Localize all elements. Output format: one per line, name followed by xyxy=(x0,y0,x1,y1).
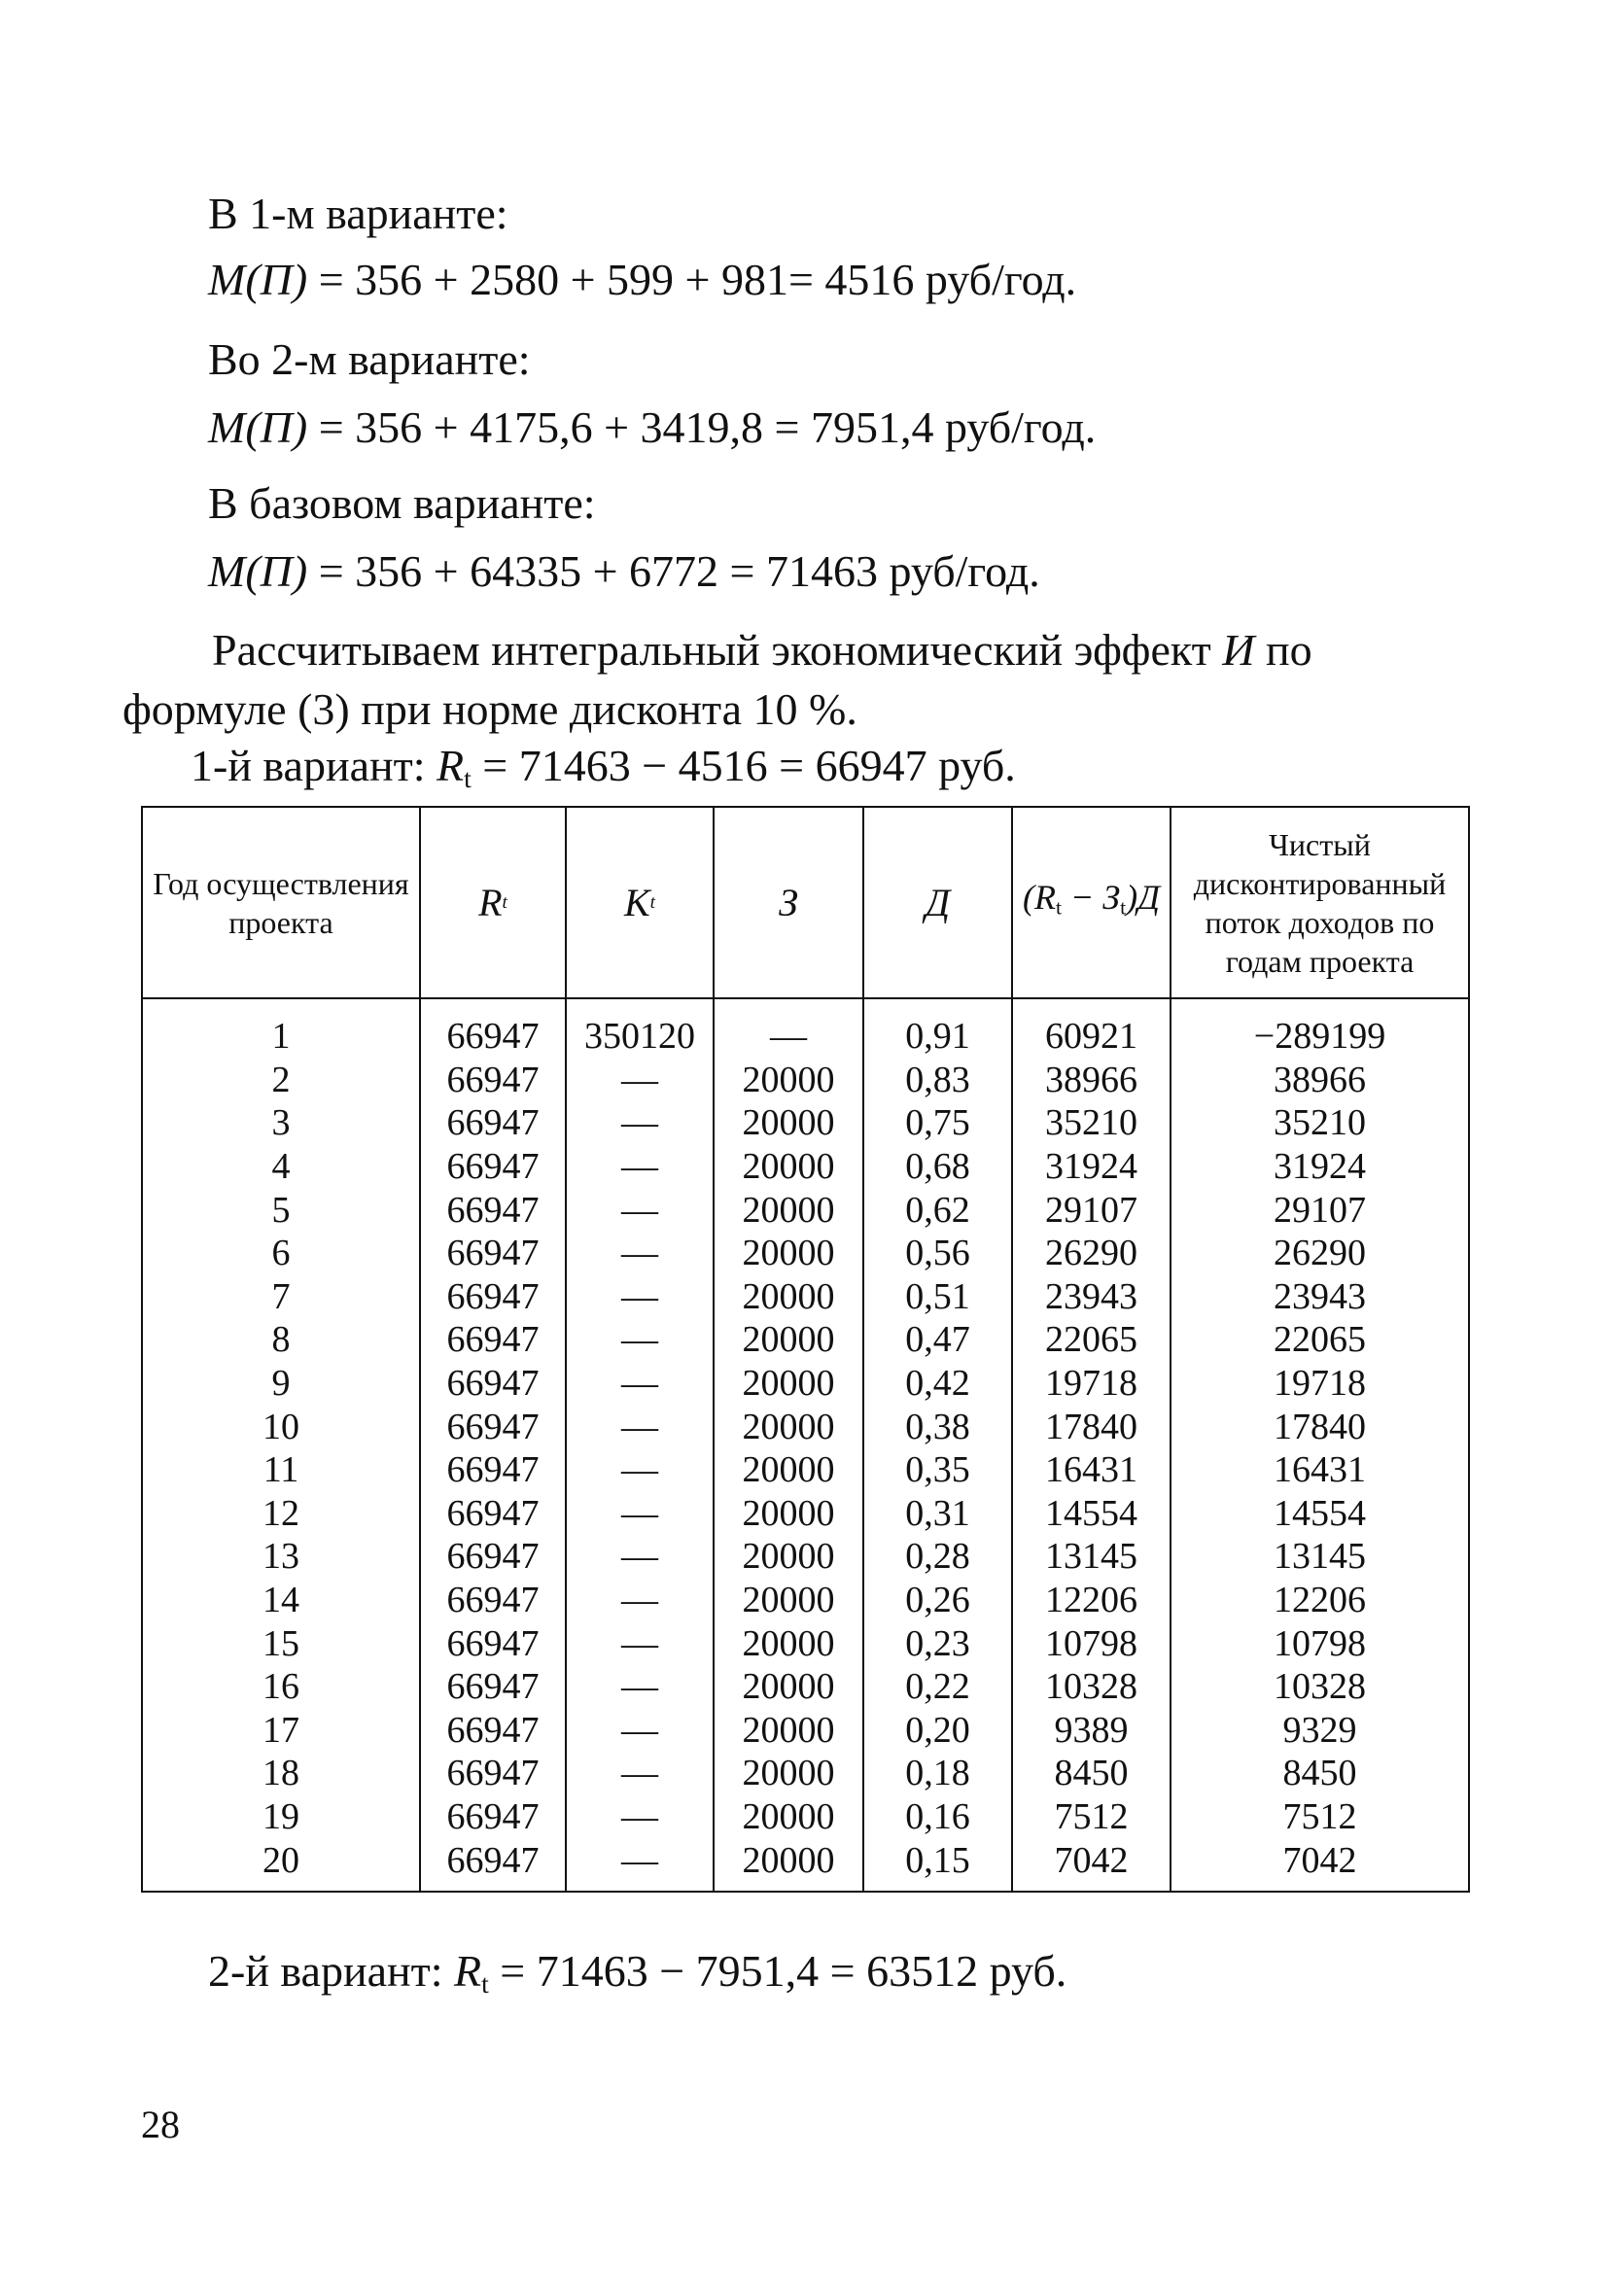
formula-variant-1 xyxy=(208,251,1076,309)
cell-year: 3 xyxy=(271,1102,291,1144)
cell-kt: — xyxy=(621,1146,658,1188)
cell-z: 20000 xyxy=(742,1275,835,1317)
cell-net: 22065 xyxy=(1274,1319,1366,1361)
cell-d: 0,83 xyxy=(905,1059,970,1100)
table-row xyxy=(143,1275,1468,1319)
header-r-minus-z-times-d: $(R_t - З_t)Д$ xyxy=(1022,878,1160,920)
cell-net: 26290 xyxy=(1274,1233,1366,1274)
cell-d: 0,31 xyxy=(905,1492,970,1534)
cell-net: 16431 xyxy=(1274,1449,1366,1491)
formula-rhs: = 356 + 2580 + 599 + 981= 4516 руб/год. xyxy=(318,255,1077,304)
table-row xyxy=(143,1448,1468,1492)
cell-rzd: 38966 xyxy=(1045,1059,1137,1100)
cell-z: — xyxy=(770,1016,807,1058)
cell-z: 20000 xyxy=(742,1102,835,1144)
cell-rt: 66947 xyxy=(446,1016,540,1058)
cell-year: 15 xyxy=(262,1622,299,1664)
cell-kt: — xyxy=(621,1839,658,1881)
cell-z: 20000 xyxy=(742,1666,835,1708)
cell-rt: 66947 xyxy=(446,1406,540,1447)
cell-d: 0,23 xyxy=(905,1622,970,1664)
cell-rt: 66947 xyxy=(446,1666,540,1708)
cell-d: 0,91 xyxy=(905,1016,970,1058)
table-row xyxy=(143,1492,1468,1536)
table-row xyxy=(143,1838,1468,1882)
header-d: Д xyxy=(925,880,951,924)
cell-kt: — xyxy=(621,1536,658,1578)
cell-rzd: 26290 xyxy=(1045,1233,1137,1274)
cell-z: 20000 xyxy=(742,1449,835,1491)
cell-year: 1 xyxy=(271,1016,291,1058)
cell-rzd: 10798 xyxy=(1045,1622,1137,1664)
cell-net: 31924 xyxy=(1274,1146,1366,1188)
cell-z: 20000 xyxy=(742,1363,835,1405)
table-row xyxy=(143,1752,1468,1795)
cell-rzd: 13145 xyxy=(1045,1536,1137,1578)
cell-year: 20 xyxy=(262,1839,299,1881)
cell-year: 7 xyxy=(271,1275,291,1317)
paragraph-text-b: по формуле (3) при норме дисконта 10 %. xyxy=(122,625,1312,734)
cell-d: 0,26 xyxy=(905,1580,970,1621)
formula-lhs: М(П) xyxy=(208,546,308,596)
cell-z: 20000 xyxy=(742,1709,835,1751)
cell-d: 0,51 xyxy=(905,1275,970,1317)
cell-rt: 66947 xyxy=(446,1753,540,1794)
table-row xyxy=(143,1188,1468,1232)
variant-1-rt-line xyxy=(191,737,1016,808)
cell-net: 7042 xyxy=(1282,1839,1357,1881)
cell-year: 9 xyxy=(271,1363,291,1405)
cell-z: 20000 xyxy=(742,1622,835,1664)
table-row xyxy=(143,1709,1468,1753)
cell-kt: — xyxy=(621,1449,658,1491)
cell-net: 10798 xyxy=(1274,1622,1366,1664)
cell-kt: — xyxy=(621,1319,658,1361)
paragraph-text-a: Рассчитываем интегральный экономический эффект xyxy=(212,625,1223,675)
cell-rzd: 17840 xyxy=(1045,1406,1137,1447)
cell-kt: — xyxy=(621,1753,658,1794)
cell-kt: — xyxy=(621,1709,658,1751)
cell-rzd: 7042 xyxy=(1054,1839,1129,1881)
cell-year: 10 xyxy=(262,1406,299,1447)
cell-year: 8 xyxy=(271,1319,291,1361)
cell-kt: — xyxy=(621,1795,658,1837)
cell-rzd: 10328 xyxy=(1045,1666,1137,1708)
cell-rzd: 12206 xyxy=(1045,1580,1137,1621)
header-year: Год осуществления проекта xyxy=(153,865,409,940)
cell-z: 20000 xyxy=(742,1233,835,1274)
cell-rzd: 19718 xyxy=(1045,1363,1137,1405)
cell-z: 20000 xyxy=(742,1406,835,1447)
header-rt: R t xyxy=(478,880,507,924)
table-row xyxy=(143,1232,1468,1275)
header-divider xyxy=(143,997,1468,999)
cell-rt: 66947 xyxy=(446,1275,540,1317)
cell-d: 0,75 xyxy=(905,1102,970,1144)
variant-1-formula: = 71463 − 4516 = 66947 руб. xyxy=(482,741,1016,790)
cell-rt: 66947 xyxy=(446,1189,540,1231)
cell-z: 20000 xyxy=(742,1580,835,1621)
cell-kt: — xyxy=(621,1622,658,1664)
cell-net: −289199 xyxy=(1253,1016,1386,1058)
cell-net: 29107 xyxy=(1274,1189,1366,1231)
heading-base-variant: В базовом варианте: xyxy=(208,478,596,528)
cell-kt: — xyxy=(621,1666,658,1708)
cell-d: 0,15 xyxy=(905,1839,970,1881)
cell-rt: 66947 xyxy=(446,1363,540,1405)
cell-net: 7512 xyxy=(1282,1795,1357,1837)
cell-year: 19 xyxy=(262,1795,299,1837)
formula-rhs: = 356 + 64335 + 6772 = 71463 руб/год. xyxy=(318,546,1040,596)
cell-d: 0,16 xyxy=(905,1795,970,1837)
cell-kt: — xyxy=(621,1406,658,1447)
cell-net: 12206 xyxy=(1274,1580,1366,1621)
rt-symbol: R xyxy=(437,741,465,790)
variant-2-rt-line xyxy=(208,1942,1066,2013)
cell-d: 0,20 xyxy=(905,1709,970,1751)
variant-2-formula: = 71463 − 7951,4 = 63512 руб. xyxy=(500,1946,1067,1996)
table-row xyxy=(143,1101,1468,1145)
cell-kt: — xyxy=(621,1059,658,1100)
cell-year: 4 xyxy=(271,1146,291,1188)
cell-d: 0,28 xyxy=(905,1536,970,1578)
header-net-discounted-flow: Чистый дисконтированный поток доходов по годам проекта xyxy=(1193,826,1447,979)
heading-variant-2: Во 2-м варианте: xyxy=(208,334,531,384)
table-row xyxy=(143,1795,1468,1839)
cell-rt: 66947 xyxy=(446,1146,540,1188)
cell-kt: — xyxy=(621,1580,658,1621)
cell-rt: 66947 xyxy=(446,1233,540,1274)
cell-d: 0,18 xyxy=(905,1753,970,1794)
cell-year: 17 xyxy=(262,1709,299,1751)
cell-d: 0,56 xyxy=(905,1233,970,1274)
cell-net: 23943 xyxy=(1274,1275,1366,1317)
formula-lhs: М(П) xyxy=(208,402,308,452)
table-row xyxy=(143,1362,1468,1406)
cell-net: 9329 xyxy=(1282,1709,1357,1751)
cell-d: 0,38 xyxy=(905,1406,970,1447)
formula-lhs: М(П) xyxy=(208,255,308,304)
rt-subscript: t xyxy=(481,1967,489,1999)
table-body xyxy=(143,1015,1468,1882)
cell-rt: 66947 xyxy=(446,1449,540,1491)
rt-subscript: t xyxy=(464,762,472,793)
table-row xyxy=(143,1579,1468,1622)
cell-year: 18 xyxy=(262,1753,299,1794)
cell-net: 38966 xyxy=(1274,1059,1366,1100)
cell-d: 0,22 xyxy=(905,1666,970,1708)
cell-rt: 66947 xyxy=(446,1536,540,1578)
cell-kt: — xyxy=(621,1492,658,1534)
cell-d: 0,47 xyxy=(905,1319,970,1361)
cell-rt: 66947 xyxy=(446,1102,540,1144)
variant-2-prefix: 2-й вариант: xyxy=(208,1946,443,1996)
cell-kt: — xyxy=(621,1275,658,1317)
cell-rzd: 23943 xyxy=(1045,1275,1137,1317)
cell-net: 14554 xyxy=(1274,1492,1366,1534)
cash-flow-table xyxy=(141,806,1470,1893)
cell-kt: — xyxy=(621,1189,658,1231)
cell-net: 17840 xyxy=(1274,1406,1366,1447)
formula-variant-2 xyxy=(208,399,1096,457)
cell-rt: 66947 xyxy=(446,1622,540,1664)
cell-year: 13 xyxy=(262,1536,299,1578)
heading-variant-1: В 1-м варианте: xyxy=(208,189,508,238)
cell-year: 6 xyxy=(271,1233,291,1274)
cell-rt: 66947 xyxy=(446,1059,540,1100)
cell-net: 35210 xyxy=(1274,1102,1366,1144)
cell-net: 8450 xyxy=(1282,1753,1357,1794)
cell-net: 13145 xyxy=(1274,1536,1366,1578)
cell-rzd: 9389 xyxy=(1054,1709,1129,1751)
cell-kt: 350120 xyxy=(584,1016,695,1058)
cell-rzd: 29107 xyxy=(1045,1189,1137,1231)
paragraph-integral-effect xyxy=(122,620,1469,739)
cell-kt: — xyxy=(621,1363,658,1405)
cell-z: 20000 xyxy=(742,1319,835,1361)
table-row xyxy=(143,1665,1468,1709)
cell-rt: 66947 xyxy=(446,1319,540,1361)
cell-rzd: 35210 xyxy=(1045,1102,1137,1144)
cell-d: 0,68 xyxy=(905,1146,970,1188)
cell-net: 10328 xyxy=(1274,1666,1366,1708)
table-row xyxy=(143,1059,1468,1102)
cell-d: 0,35 xyxy=(905,1449,970,1491)
cell-rzd: 60921 xyxy=(1045,1016,1137,1058)
formula-base-variant xyxy=(208,542,1040,601)
table-row xyxy=(143,1145,1468,1189)
cell-rzd: 7512 xyxy=(1054,1795,1129,1837)
cell-year: 2 xyxy=(271,1059,291,1100)
cell-year: 11 xyxy=(262,1449,299,1491)
cell-net: 19718 xyxy=(1274,1363,1366,1405)
cell-z: 20000 xyxy=(742,1795,835,1837)
cell-d: 0,42 xyxy=(905,1363,970,1405)
cell-year: 12 xyxy=(262,1492,299,1534)
cell-rt: 66947 xyxy=(446,1839,540,1881)
table-row xyxy=(143,1405,1468,1448)
rt-symbol: R xyxy=(454,1946,482,1996)
cell-rzd: 8450 xyxy=(1054,1753,1129,1794)
cell-rzd: 22065 xyxy=(1045,1319,1137,1361)
cell-rt: 66947 xyxy=(446,1709,540,1751)
table-row xyxy=(143,1535,1468,1579)
cell-rzd: 31924 xyxy=(1045,1146,1137,1188)
cell-z: 20000 xyxy=(742,1059,835,1100)
cell-year: 5 xyxy=(271,1189,291,1231)
cell-d: 0,62 xyxy=(905,1189,970,1231)
cell-rt: 66947 xyxy=(446,1492,540,1534)
cell-kt: — xyxy=(621,1233,658,1274)
page-number: 28 xyxy=(141,2103,180,2146)
cell-rt: 66947 xyxy=(446,1795,540,1837)
cell-kt: — xyxy=(621,1102,658,1144)
cell-rzd: 14554 xyxy=(1045,1492,1137,1534)
cell-z: 20000 xyxy=(742,1536,835,1578)
table-row xyxy=(143,1318,1468,1362)
cell-z: 20000 xyxy=(742,1146,835,1188)
header-kt: K t xyxy=(623,880,656,924)
cell-z: 20000 xyxy=(742,1492,835,1534)
formula-rhs: = 356 + 4175,6 + 3419,8 = 7951,4 руб/год. xyxy=(318,402,1097,452)
cell-z: 20000 xyxy=(742,1189,835,1231)
paragraph-symbol: И xyxy=(1222,625,1255,675)
cell-year: 16 xyxy=(262,1666,299,1708)
cell-rzd: 16431 xyxy=(1045,1449,1137,1491)
cell-year: 14 xyxy=(262,1580,299,1621)
variant-1-prefix: 1-й вариант: xyxy=(191,741,426,790)
cell-z: 20000 xyxy=(742,1753,835,1794)
cell-rt: 66947 xyxy=(446,1580,540,1621)
cell-z: 20000 xyxy=(742,1839,835,1881)
header-z: З xyxy=(779,880,798,924)
table-row xyxy=(143,1015,1468,1059)
table-row xyxy=(143,1621,1468,1665)
